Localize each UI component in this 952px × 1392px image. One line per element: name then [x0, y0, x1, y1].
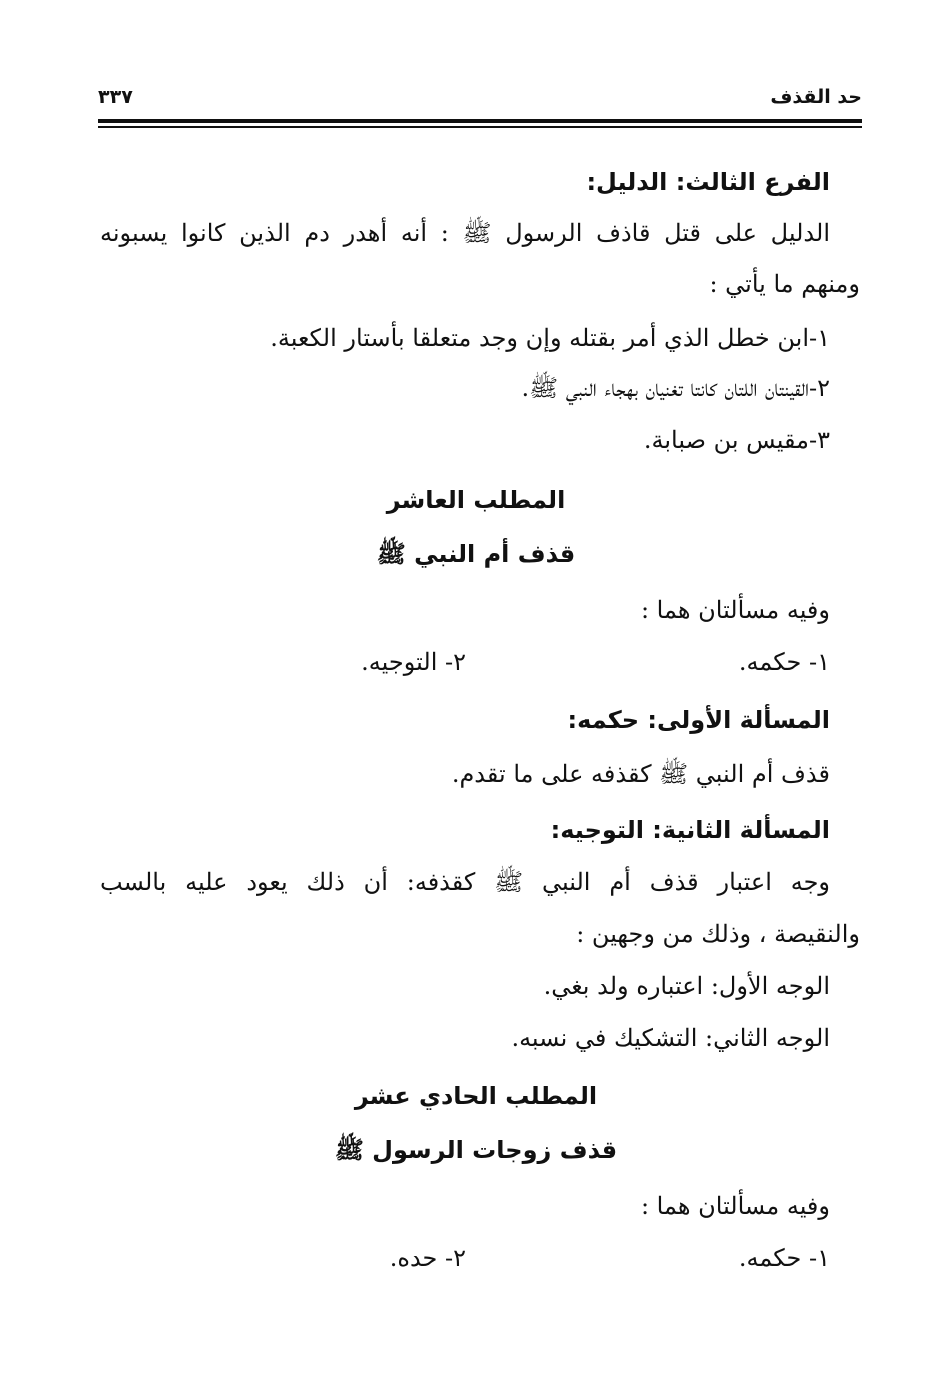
- paragraph-line: ومنهم ما يأتي :: [709, 270, 860, 298]
- point-item: ١- حكمه.: [738, 1244, 830, 1272]
- intro-text: وفيه مسألتان هما :: [640, 1192, 830, 1220]
- question-heading: المسألة الأولى: حكمه:: [567, 706, 830, 734]
- paragraph-line: الدليل على قتل قاذف الرسول ﷺ : أنه أهدر دم الذين كانوا يسبونه: [100, 219, 830, 247]
- section-heading-evidence: الفرع الثالث: الدليل:: [586, 168, 830, 196]
- question-text: قذف أم النبي ﷺ كقذفه على ما تقدم.: [451, 760, 830, 788]
- list-item: ١-ابن خطل الذي أمر بقتله وإن وجد متعلقا بأستار الكعبة.: [270, 324, 830, 352]
- point-item: ٢- حده.: [389, 1244, 466, 1272]
- header-rule-thin: [98, 126, 862, 128]
- point-item: ١- حكمه.: [738, 648, 830, 676]
- face-item: الوجه الثاني: التشكيك في نسبه.: [511, 1024, 830, 1052]
- running-header: [98, 86, 862, 116]
- paragraph-line: والنقيصة ، وذلك من وجهين :: [576, 920, 860, 948]
- page-number: ٣٣٧: [98, 86, 133, 108]
- list-item: ٣-مقيس بن صبابة.: [643, 426, 830, 454]
- intro-text: وفيه مسألتان هما :: [640, 596, 830, 624]
- chapter-subtitle: قذف أم النبي ﷺ: [376, 540, 576, 568]
- paragraph-line: وجه اعتبار قذف أم النبي ﷺ كقذفه: أن ذلك يعود عليه بالسب: [100, 868, 830, 896]
- header-title: حد القذف: [770, 86, 862, 108]
- list-item: ٢-القينتان اللتان كانتا تغنيان بهجاء النبي ﷺ.: [521, 374, 830, 402]
- header-rule-thick: [98, 119, 862, 123]
- chapter-title: المطلب الحادي عشر: [354, 1082, 598, 1110]
- chapter-subtitle: قذف زوجات الرسول ﷺ: [334, 1136, 618, 1164]
- question-heading: المسألة الثانية: التوجيه:: [550, 816, 830, 844]
- chapter-title: المطلب العاشر: [386, 486, 566, 514]
- face-item: الوجه الأول: اعتباره ولد بغي.: [543, 972, 830, 1000]
- point-item: ٢- التوجيه.: [361, 648, 466, 676]
